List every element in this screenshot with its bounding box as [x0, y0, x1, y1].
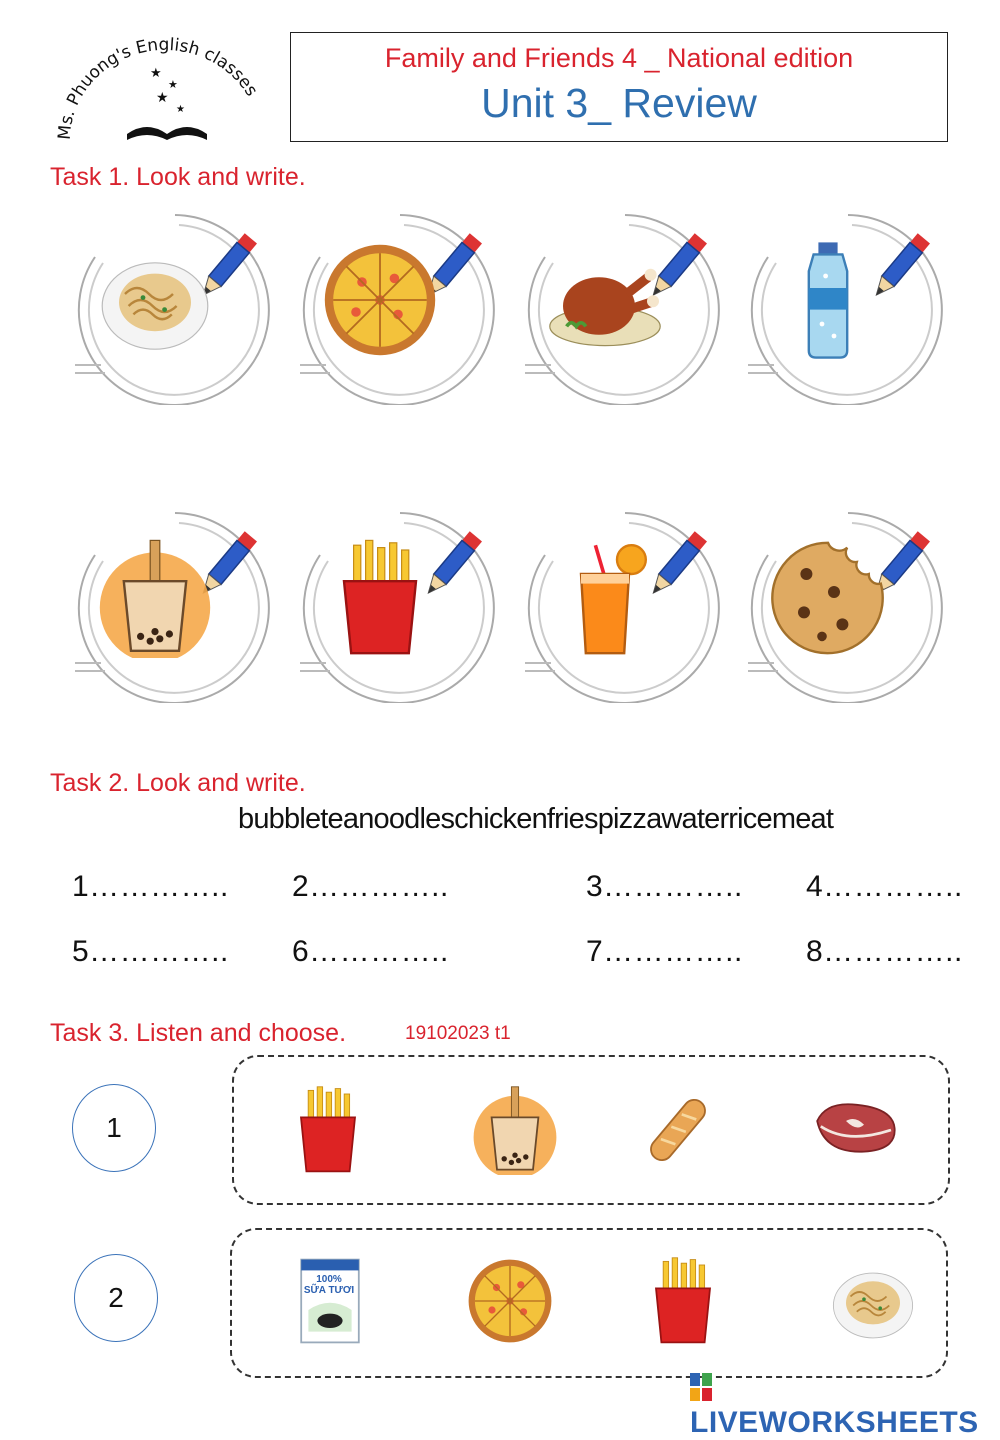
question-number-1 [72, 1084, 156, 1172]
svg-text:★: ★ [156, 89, 169, 105]
q1-choice-1[interactable] [283, 1085, 373, 1175]
answer-blank-4[interactable]: 4………….. [806, 870, 963, 903]
fries-icon [656, 1258, 710, 1343]
noodles-icon [833, 1273, 912, 1338]
question-number-label: 1 [106, 1112, 122, 1143]
logo-text: Ms. Phuong's English classes [54, 34, 262, 141]
bread-icon [647, 1095, 710, 1164]
answer-blank-8[interactable]: 8………….. [806, 935, 963, 968]
picture-card-3 [505, 205, 725, 405]
chicken-icon [550, 269, 660, 346]
header-box [290, 32, 948, 142]
milk-label-bottom: SỮA TƯƠI [303, 1285, 355, 1296]
milk-carton-icon [301, 1260, 359, 1343]
pizza-icon [469, 1260, 552, 1343]
question-number-2 [74, 1254, 158, 1342]
q1-choice-4[interactable] [810, 1085, 900, 1175]
fries-icon [344, 540, 416, 653]
liveworksheets-logo[interactable] [690, 1372, 1000, 1440]
orange-juice-icon [581, 545, 646, 653]
answer-blank-3[interactable]: 3………….. [586, 870, 743, 903]
picture-card-2 [280, 205, 500, 405]
answer-blank-7[interactable]: 7………….. [586, 935, 743, 968]
task3-heading: Task 3. Listen and choose. [50, 1019, 347, 1047]
bubble-tea-icon [474, 1087, 557, 1175]
cookie-icon [772, 543, 882, 653]
answer-blank-5[interactable]: 5………….. [72, 935, 229, 968]
logo [52, 32, 272, 147]
q2-choice-3[interactable] [638, 1256, 728, 1346]
milk-label-top: 100% [316, 1274, 342, 1285]
q1-choice-3[interactable] [633, 1085, 723, 1175]
water-bottle-icon [809, 242, 847, 357]
picture-card-5 [55, 503, 275, 703]
liveworksheets-icon [690, 1373, 712, 1401]
picture-card-6 [280, 503, 500, 703]
picture-card-7 [505, 503, 725, 703]
page-title: Unit 3_ Review [481, 80, 757, 126]
noodles-icon [102, 263, 208, 349]
answer-blank-1[interactable]: 1………….. [72, 870, 229, 903]
meat-icon [817, 1104, 894, 1151]
svg-text:★: ★ [176, 104, 185, 115]
picture-card-1 [55, 205, 275, 405]
picture-card-4 [728, 205, 948, 405]
svg-text:★: ★ [150, 65, 162, 80]
word-bank: bubbleteanoodleschickenfriespizzawaterricemeat [238, 803, 834, 835]
q2-choice-4[interactable] [828, 1256, 918, 1346]
picture-card-8 [728, 503, 948, 703]
milk-carton-label [302, 1274, 356, 1296]
answer-blank-2[interactable]: 2………….. [292, 870, 449, 903]
header-subtitle: Family and Friends 4 _ National edition [384, 43, 854, 73]
brand-text: LIVEWORKSHEETS [690, 1406, 979, 1439]
task1-heading: Task 1. Look and write. [50, 163, 306, 191]
q1-choice-2[interactable] [470, 1085, 560, 1175]
svg-text:Ms. Phuong's English classes [55, 35, 262, 141]
svg-text:★: ★ [168, 79, 178, 91]
fries-icon [301, 1087, 355, 1172]
question-number-label: 2 [108, 1282, 124, 1313]
answer-blank-6[interactable]: 6………….. [292, 935, 449, 968]
pizza-icon [325, 245, 435, 355]
q2-choice-1[interactable] [285, 1256, 375, 1346]
worksheet-code: 19102023 t1 [405, 1023, 511, 1044]
q2-choice-2[interactable] [465, 1256, 555, 1346]
bubble-tea-icon [100, 540, 210, 662]
task2-heading: Task 2. Look and write. [50, 769, 306, 797]
